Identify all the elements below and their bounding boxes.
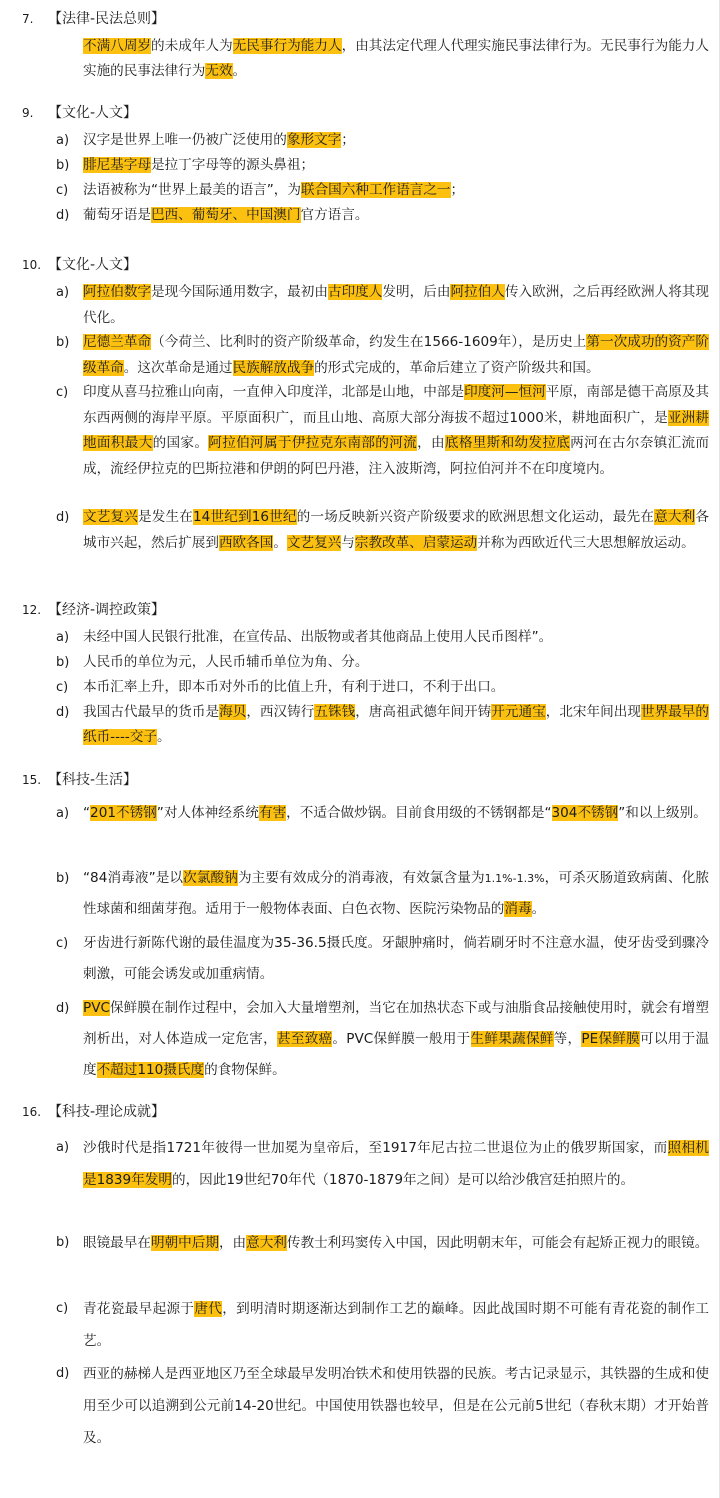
item-label: a) [56, 285, 70, 300]
text-run: ，由 [417, 435, 445, 451]
text-run: 的国家。 [152, 435, 209, 451]
item-label: c) [56, 183, 69, 198]
text-run: 各城市兴起，然后扩展到 [83, 509, 709, 551]
text-run: 平原，南部是德干高原及其东西两侧的海岸平原。平原面积广，而且山地、高原大部分海拔不超过1000米，耕地面积广，是 [83, 384, 710, 426]
text-run: 西亚的赫梯人是西亚地区乃至全球最早发明冶铁术和使用铁器的民族。考古记录显示，其铁器的生成和使用至少可以追溯到公元前14-20世纪。中国使用铁器也较早，但是在公元前5世纪（春秋末期）才开始普及。 [83, 1366, 709, 1446]
item-text [83, 380, 709, 482]
text-run: ，由其法定代理人代理实施民事法律行为。无民事行为能力人实施的民事法律行为 [83, 38, 710, 79]
text-run: 为主要有效成分的消毒液，有效氯含量为 [237, 870, 485, 886]
item-label: b) [56, 158, 70, 173]
highlighted-text: 象形文字 [286, 132, 342, 148]
item-text [83, 993, 709, 1086]
highlighted-text: 西欧各国 [218, 534, 274, 551]
highlighted-text: 不满八周岁 [83, 38, 152, 54]
item-text [83, 280, 709, 331]
section-title: 【文化-人文】 [48, 257, 138, 273]
highlighted-text: 阿拉伯人 [450, 284, 505, 300]
item-text [83, 700, 709, 750]
text-run: ； [341, 132, 355, 148]
text-run: ”对人体神经系统 [156, 805, 259, 821]
text-run: 。PVC保鲜膜一般用于 [332, 1031, 471, 1047]
item-label: b) [56, 655, 70, 670]
highlighted-text: 意大利 [246, 1235, 287, 1251]
text-run: 未经中国人民银行批准，在宣传品、出版物或者其他商品上使用人民币图样”。 [83, 629, 553, 645]
text-run: 与 [341, 534, 355, 551]
text-run: 牙齿进行新陈代谢的最佳温度为35-36.5摄氏度。牙龈肿痛时，倘若刷牙时不注意水温，使牙齿受到骤冷刺激，可能会诱发或加重病情。 [83, 935, 709, 982]
text-run: 。 [273, 534, 287, 551]
text-run: ”和以上级别。 [618, 805, 707, 821]
highlighted-text: 联合国六种工作语言之一 [301, 182, 451, 198]
text-run: 两河在古尔奈镇汇流而成，流经伊拉克的巴斯拉港和伊朗的阿巴丹港，注入波斯湾，阿拉伯河并不在印度境内。 [83, 435, 710, 477]
item-label: c) [56, 385, 69, 400]
highlighted-text: 世界最早的纸币----交子 [83, 704, 710, 745]
highlighted-text: 文艺复兴 [83, 509, 138, 525]
highlighted-text: 无效 [205, 63, 233, 79]
highlighted-text: 明朝中后期 [150, 1235, 219, 1251]
text-run: 可以用于温度 [83, 1031, 710, 1078]
item-text [83, 1293, 709, 1357]
text-run: “ [83, 805, 91, 821]
text-run: ，唐高祖武德年间开铸 [355, 704, 492, 720]
item-text [83, 178, 709, 203]
item-label: d) [56, 1366, 70, 1381]
text-run: 官方语言。 [300, 207, 369, 223]
section-number: 7. [22, 12, 34, 26]
item-text [83, 650, 709, 675]
text-run: ，不适合做炒锅。目前食用级的不锈钢都是“ [286, 805, 552, 821]
text-run: ； [450, 182, 465, 198]
item-text [83, 1358, 709, 1454]
item-label: a) [56, 806, 70, 821]
item-label: d) [56, 510, 70, 525]
item-label: c) [56, 1301, 69, 1316]
item-label: d) [56, 208, 70, 223]
highlighted-text: PVC [83, 1000, 110, 1016]
highlighted-text: 印度河—恒河 [464, 384, 546, 400]
section-title: 【文化-人文】 [48, 105, 138, 121]
item-label: b) [56, 871, 70, 886]
highlighted-text: 意大利 [654, 509, 696, 525]
text-run: 法语被称为“世界上最美的语言”，为 [83, 182, 301, 198]
section-number: 10. [22, 258, 42, 272]
text-run: ，到明清时期逐渐达到制作工艺的巅峰。因此战国时期不可能有青花瓷的制作工艺。 [83, 1301, 710, 1349]
text-run: 沙俄时代是指1721年彼得一世加冕为皇帝后，至1917年尼古拉二世退位为止的俄罗斯国家，而 [83, 1140, 668, 1156]
text-run: 的，因此19世纪70年代（1870-1879年之间）是可以给沙俄宫廷拍照片的。 [171, 1172, 635, 1188]
text-run: 葡萄牙语是 [83, 207, 151, 223]
text-run: 传教士利玛窦传入中国，因此明朝末年，可能会有起矫正视力的眼镜。 [286, 1235, 709, 1251]
section-title: 【法律-民法总则】 [48, 11, 166, 27]
item-text [83, 330, 709, 381]
highlighted-text: 阿拉伯河属于伊拉克东南部的河流 [208, 435, 418, 451]
text-run: 我国古代最早的货币是 [83, 704, 220, 720]
text-run: 青花瓷最早起源于 [83, 1301, 195, 1317]
item-label: a) [56, 133, 70, 148]
item-text [83, 928, 709, 990]
item-text [83, 798, 709, 829]
highlighted-text: 底格里斯和幼发拉底 [444, 435, 571, 451]
section-number: 16. [22, 1105, 42, 1119]
section-title: 【科技-生活】 [48, 772, 138, 788]
highlighted-text: 有害 [258, 805, 287, 821]
text-run: 。 [232, 63, 247, 79]
item-text [83, 675, 709, 700]
text-run: 发明，后由 [382, 284, 451, 300]
item-text [83, 1227, 709, 1259]
text-run: 。 [157, 729, 171, 745]
item-text [83, 203, 709, 228]
item-label: d) [56, 1001, 70, 1016]
highlighted-text: 次氯酸钠 [183, 870, 238, 886]
section-number: 9. [22, 106, 34, 120]
item-text [83, 863, 709, 925]
section-number: 15. [22, 773, 42, 787]
highlighted-text: 甚至致癌 [276, 1031, 333, 1047]
highlighted-text: 宗教改革、启蒙运动 [354, 534, 478, 551]
highlighted-text: 亚洲耕地面积最大 [83, 409, 710, 451]
text-run: ，可杀灭肠道致病菌、化脓性球菌和细菌芽孢。适用于一般物体表面、白色衣物、医院污染物品的 [83, 870, 710, 917]
text-run: 保鲜膜在制作过程中，会加入大量增塑剂，当它在加热状态下或与油脂食品接触使用时，就会有增塑剂析出，对人体造成一定危害， [83, 1000, 709, 1047]
text-run: （今荷兰、比利时的资产阶级革命，约发生在1566-1609年），是历史上 [151, 334, 587, 350]
text-run: ，西汉铸行 [246, 704, 315, 720]
text-run: 人民币的单位为元，人民币辅币单位为角、分。 [83, 654, 369, 670]
highlighted-text: 第一次成功的资产阶级革命 [83, 334, 710, 376]
highlighted-text: 五铢钱 [314, 704, 356, 720]
highlighted-text: 开元通宝 [491, 704, 546, 720]
text-run: 并称为西欧近代三大思想解放运动。 [477, 534, 695, 551]
item-text [83, 34, 709, 84]
text-run: 传入欧洲，之后再经欧洲人将其现代化。 [83, 284, 710, 326]
text-run: 是发生在 [138, 509, 193, 525]
item-label: b) [56, 335, 70, 350]
text-run: 汉字是世界上唯一仍被广泛使用的 [83, 132, 287, 148]
highlighted-text: 尼德兰革命 [83, 334, 152, 350]
text-run: ，由 [218, 1235, 247, 1251]
item-text [83, 153, 709, 178]
text-run: 的一场反映新兴资产阶级要求的欧洲思想文化运动，最先在 [296, 509, 655, 525]
section-title: 【经济-调控政策】 [48, 602, 166, 618]
small-text: 1.1%-1.3% [484, 872, 545, 885]
highlighted-text: 消毒 [504, 901, 532, 917]
text-run: 。 [531, 901, 546, 917]
highlighted-text: 14世纪到16世纪 [193, 509, 297, 525]
text-run: 。这次革命是通过 [123, 359, 233, 376]
text-run: 是现今国际通用数字，最初由 [151, 284, 328, 300]
item-label: c) [56, 680, 69, 695]
highlighted-text: PE保鲜膜 [581, 1031, 641, 1047]
highlighted-text: 无民事行为能力人 [232, 38, 342, 54]
text-run: 的形式完成的，革命后建立了资产阶级共和国。 [314, 359, 600, 376]
item-label: c) [56, 936, 69, 951]
text-run: ，北宋年间出现 [545, 704, 641, 720]
item-label: b) [56, 1235, 70, 1250]
text-run: 的未成年人为 [151, 38, 233, 54]
highlighted-text: 生鲜果蔬保鲜 [470, 1031, 554, 1047]
highlighted-text: 照相机是1839年发明 [83, 1140, 710, 1188]
highlighted-text: 文艺复兴 [286, 534, 342, 551]
item-text [83, 128, 709, 153]
highlighted-text: 海贝 [219, 704, 247, 720]
text-run: 是拉丁字母等的源头鼻祖； [150, 157, 315, 173]
item-text [83, 505, 709, 556]
text-run: 印度从喜马拉雅山向南，一直伸入印度洋，北部是山地，中部是 [83, 384, 465, 400]
item-label: a) [56, 1140, 70, 1155]
highlighted-text: 古印度人 [327, 284, 383, 300]
item-label: a) [56, 630, 70, 645]
highlighted-text: 巴西、葡萄牙、中国澳门 [150, 207, 301, 223]
text-run: 的食物保鲜。 [204, 1062, 286, 1078]
item-text [83, 625, 709, 650]
highlighted-text: 304不锈钢 [551, 805, 619, 821]
highlighted-text: 腓尼基字母 [83, 157, 151, 173]
highlighted-text: 不超过110摄氏度 [96, 1062, 205, 1078]
text-run: 等， [553, 1031, 582, 1047]
highlighted-text: 唐代 [194, 1301, 223, 1317]
highlighted-text: 阿拉伯数字 [83, 284, 152, 300]
section-title: 【科技-理论成就】 [48, 1104, 166, 1120]
item-label: d) [56, 705, 70, 720]
text-run: “84消毒液”是以 [83, 870, 184, 886]
text-run: 眼镜最早在 [83, 1235, 151, 1251]
highlighted-text: 民族解放战争 [232, 359, 315, 376]
item-text [83, 1132, 709, 1196]
highlighted-text: 201不锈钢 [90, 805, 157, 821]
text-run: 本币汇率上升，即本币对外币的比值上升，有利于进口，不利于出口。 [83, 679, 505, 695]
section-number: 12. [22, 603, 42, 617]
